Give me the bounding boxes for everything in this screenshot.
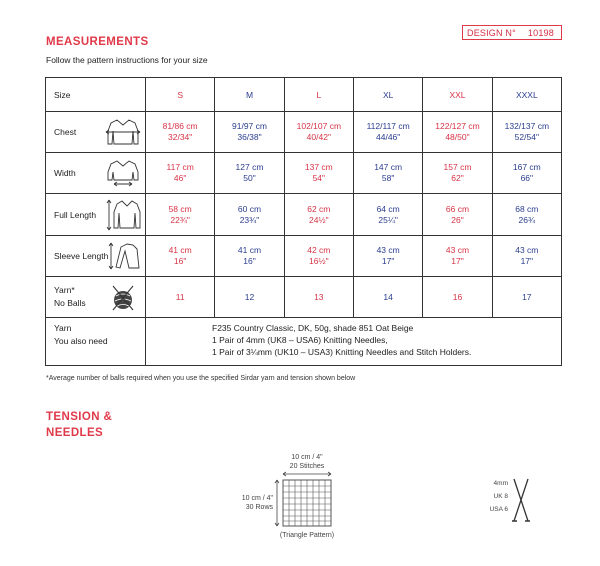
- tension-grid: [283, 480, 331, 526]
- needles-diagram: [470, 475, 540, 530]
- row-label-chest: Chest: [46, 112, 146, 153]
- row-label-full-length: Full Length: [46, 194, 146, 236]
- tension-left-2: 30 Rows: [245, 504, 273, 511]
- size-s: S: [146, 78, 215, 112]
- sleeve-s: 41 cm 16": [146, 236, 215, 277]
- measurements-heading: MEASUREMENTS: [46, 36, 149, 48]
- chest-m: 91/97 cm 36/38": [215, 112, 284, 153]
- size-xl: XL: [353, 78, 422, 112]
- balls-m: 12: [215, 277, 284, 318]
- yarn-info-row: [46, 318, 562, 366]
- length-s: 58 cm 22¾": [146, 194, 215, 236]
- sweater-length-icon: [105, 198, 141, 232]
- tension-heading-1: TENSION &: [46, 411, 113, 423]
- size-l: L: [284, 78, 353, 112]
- size-m: M: [215, 78, 284, 112]
- tension-heading-2: NEEDLES: [46, 427, 104, 439]
- table-row: [46, 112, 562, 153]
- yarn-info-line-3: 1 Pair of 3¼mm (UK10 – USA3) Knitting Needles and Stitch Holders.: [212, 347, 472, 357]
- length-xl: 64 cm 25¼": [353, 194, 422, 236]
- row-label-yarn-balls: Yarn* No Balls: [46, 277, 146, 318]
- footnote: *Average number of balls required when you use the specified Sirdar yarn and tension shown below: [46, 375, 356, 382]
- table-row: [46, 236, 562, 277]
- sleeve-xl: 43 cm 17": [353, 236, 422, 277]
- length-xxxl: 68 cm 26¾: [492, 194, 561, 236]
- sleeve-m: 41 cm 16": [215, 236, 284, 277]
- row-label-yarn: Yarn You also need: [46, 318, 146, 366]
- chest-xxl: 122/127 cm 48/50": [423, 112, 492, 153]
- chest-l: 102/107 cm 40/42": [284, 112, 353, 153]
- size-xxxl: XXXL: [492, 78, 561, 112]
- length-m: 60 cm 23¾": [215, 194, 284, 236]
- length-l: 62 cm 24½": [284, 194, 353, 236]
- intro-text: Follow the pattern instructions for your size: [46, 55, 208, 65]
- design-number-label: DESIGN N°: [467, 28, 516, 38]
- chest-xxxl: 132/137 cm 52/54": [492, 112, 561, 153]
- sleeve-l: 42 cm 16½": [284, 236, 353, 277]
- width-xxxl: 167 cm 66": [492, 153, 561, 194]
- design-number-box: [462, 25, 562, 40]
- chest-s: 81/86 cm 32/34": [146, 112, 215, 153]
- needle-usa: USA 6: [489, 506, 508, 513]
- needle-size: 4mm: [493, 480, 508, 487]
- balls-xxxl: 17: [492, 277, 561, 318]
- balls-s: 11: [146, 277, 215, 318]
- balls-xl: 14: [353, 277, 422, 318]
- sleeve-xxl: 43 cm 17": [423, 236, 492, 277]
- size-xxl: XXL: [423, 78, 492, 112]
- yarn-ball-icon: [105, 282, 141, 312]
- width-m: 127 cm 50": [215, 153, 284, 194]
- chest-xl: 112/117 cm 44/46": [353, 112, 422, 153]
- tension-top-1: 10 cm / 4": [291, 454, 323, 461]
- sleeve-length-icon: [105, 241, 141, 271]
- design-number: 10198: [527, 28, 554, 38]
- yarn-info-line-2: 1 Pair of 4mm (UK8 – USA6) Knitting Needles,: [212, 335, 388, 345]
- table-row: [46, 153, 562, 194]
- width-xxl: 157 cm 62": [423, 153, 492, 194]
- tension-bottom: (Triangle Pattern): [279, 532, 335, 539]
- yarn-info-text: [146, 318, 562, 366]
- row-label-sleeve-length: Sleeve Length: [46, 236, 146, 277]
- row-label-width: Width: [46, 153, 146, 194]
- table-row: [46, 277, 562, 318]
- needle-uk: UK 8: [493, 493, 508, 500]
- tension-top-2: 20 Stitches: [289, 463, 325, 470]
- tension-diagram: [225, 450, 375, 545]
- yarn-info-line-1: F235 Country Classic, DK, 50g, shade 851 Oat Beige: [212, 323, 414, 333]
- width-xl: 147 cm 58": [353, 153, 422, 194]
- sleeve-xxxl: 43 cm 17": [492, 236, 561, 277]
- balls-l: 13: [284, 277, 353, 318]
- size-label: Size: [46, 78, 146, 112]
- sweater-chest-icon: [105, 117, 141, 147]
- width-s: 117 cm 46": [146, 153, 215, 194]
- balls-xxl: 16: [423, 277, 492, 318]
- knitting-needles-icon: [514, 479, 528, 521]
- tension-left-1: 10 cm / 4": [241, 495, 273, 502]
- size-row: [46, 78, 562, 112]
- table-row: [46, 194, 562, 236]
- width-l: 137 cm 54": [284, 153, 353, 194]
- sweater-width-icon: [105, 158, 141, 188]
- measurements-table: [45, 77, 562, 366]
- length-xxl: 66 cm 26": [423, 194, 492, 236]
